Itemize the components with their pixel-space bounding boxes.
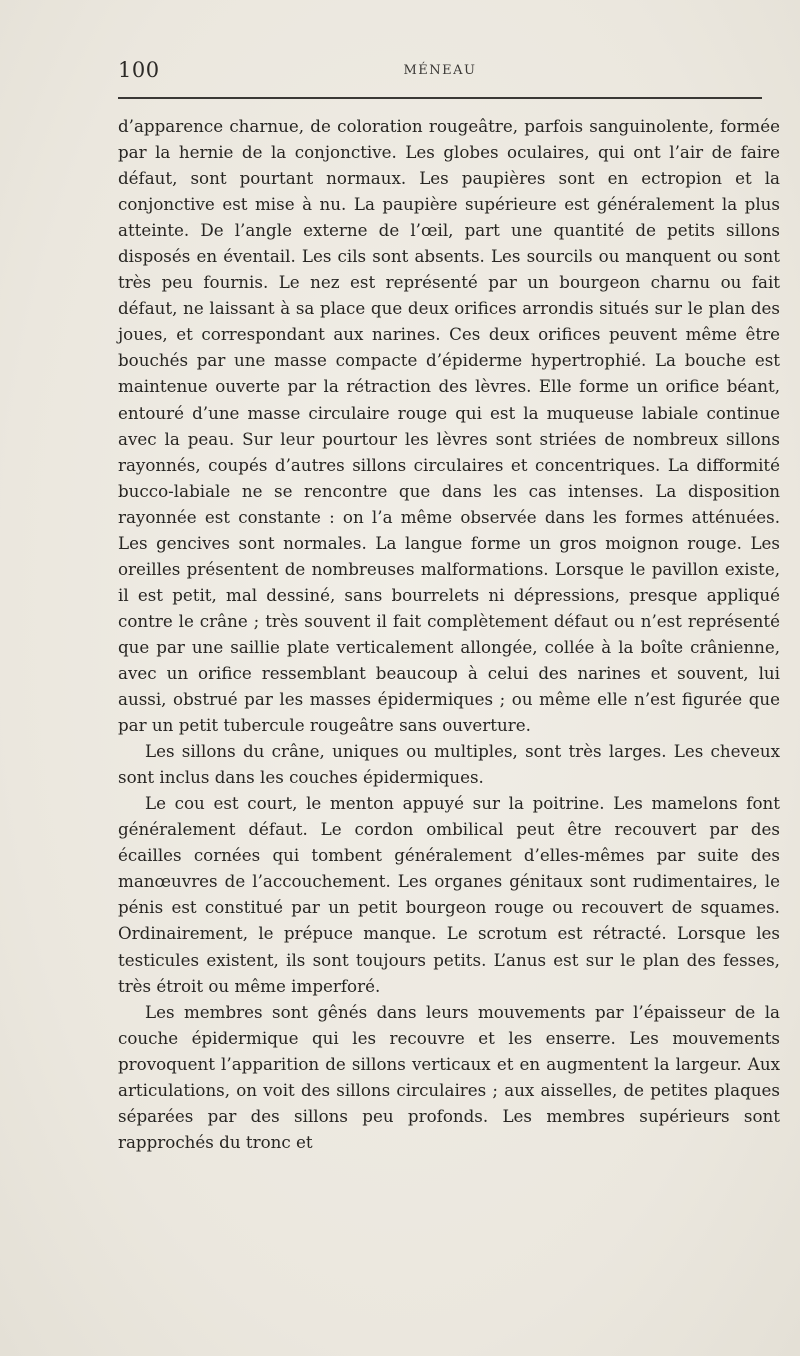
paragraph-skull-furrows: Les sillons du crâne, uniques ou multiples, sont très larges. Les cheveux sont inclus dans les couches épidermiques. [118, 741, 780, 788]
header-rule [118, 97, 762, 99]
paragraph-limbs: Les membres sont gênés dans leurs mouvements par l’épaisseur de la couche épidermique qui les recouvre et les enserre. Les mouvements provoquent l’apparition de sillons verticaux et en augmentent la largeur. Aux articulations, on voit des sillons circulaires ; aux aisselles, de petites plaques séparées par des sillons peu profonds. Les membres supérieurs sont rapprochés du tronc et [118, 1001, 780, 1152]
paragraph-continuation: d’apparence charnue, de coloration rougeâtre, parfois sanguinolente, formée par la hernie de la conjonctive. Les globes oculaires, qui ont l’air de faire défaut, sont pourtant normaux. Les paupières sont en ectropion et la conjonctive est mise à nu. La paupière supérieure est généralement la plus atteinte. De l’angle externe de l’œil, part une quantité de petits sillons disposés en éventail. Les cils sont absents. Les sourcils ou manquent ou sont très peu fournis. Le nez est représenté par un bourgeon charnu ou fait défaut, ne laissant à sa place que deux orifices arrondis situés sur le plan des joues, et correspondant aux narines. Ces deux orifices peuvent même être bouchés par une masse compacte d’épiderme hypertrophié. La bouche est maintenue ouverte par la rétraction des lèvres. Elle forme un orifice béant, entouré d’une masse circulaire rouge qui est la muqueuse labiale continue avec la peau. Sur leur pourtour les lèvres sont striées de nombreux sillons rayonnés, coupés d’autres sillons circulaires et concentriques. La difformité bucco-labiale ne se rencontre que dans les cas intenses. La disposition rayonnée est constante : on l’a même observée dans les formes atténuées. Les gencives sont normales. La langue forme un gros moignon rouge. Les oreilles présentent de nombreuses malformations. Lorsque le pavillon existe, il est petit, mal dessiné, sans bourrelets ni dépressions, presque appliqué contre le crâne ; très souvent il fait complètement défaut ou n’est représenté que par une saillie plate verticalement allongée, collée à la boîte crânienne, avec un orifice ressemblant beaucoup à celui des narines et souvent, lui aussi, obstrué par les masses épidermiques ; ou même elle n’est figurée que par un petit tubercule rougeâtre sans ouverture. [118, 116, 780, 736]
body-text [118, 113, 780, 1155]
page-number: 100 [118, 58, 160, 82]
running-head: MÉNEAU [403, 63, 477, 78]
paragraph-neck-genitals: Le cou est court, le menton appuyé sur la poitrine. Les mamelons font généralement défaut. Le cordon ombilical peut être recouvert par des écailles cornées qui tombent généralement d’elles-mêmes par suite des manœuvres de l’accouchement. Les organes génitaux sont rudimentaires, le pénis est constitué par un petit bourgeon rouge ou recouvert de squames. Ordinairement, le prépuce manque. Le scrotum est rétracté. Lorsque les testicules existent, ils sont toujours petits. L’anus est sur le plan des fesses, très étroit ou même imperforé. [118, 793, 780, 996]
page-header [118, 58, 762, 92]
